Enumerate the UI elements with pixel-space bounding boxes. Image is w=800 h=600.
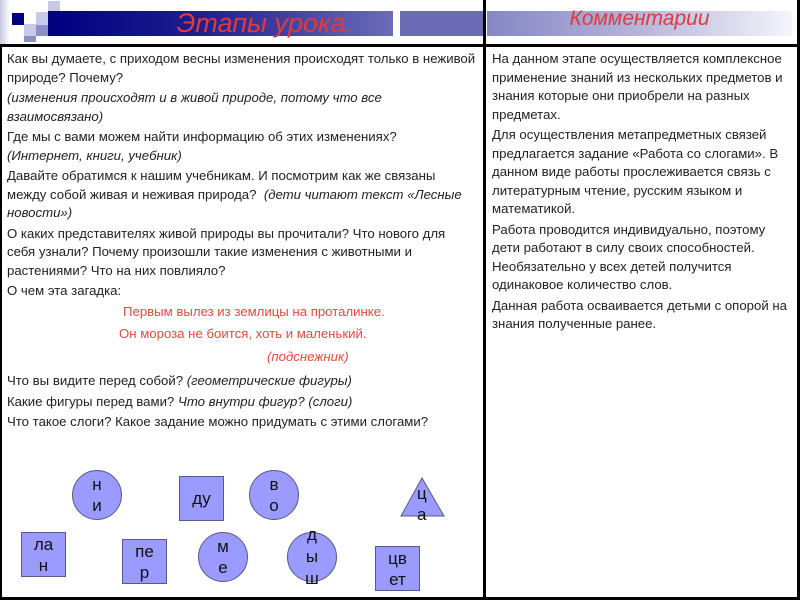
question-3-text: Давайте обратимся к нашим учебникам. И посмотрим как же связаны между собой живая и неживая природа? (7, 168, 436, 202)
shape-triangle-tsa (400, 477, 445, 524)
lesson-stages-cell (7, 50, 477, 434)
comment-paragraph-3: Работа проводится индивидуально, поэтому дети работают в силу своих способностей. Необязательно у всех детей получится одинаковое количество слов. (492, 221, 766, 292)
column-divider (483, 0, 486, 600)
question-8: Что такое слоги? Какое задание можно придумать с этими слогами? (7, 414, 429, 429)
answer-7: Что внутри фигур? (слоги) (177, 393, 353, 409)
shape-syllable: в (269, 475, 279, 494)
shape-circle-me (198, 532, 248, 582)
deco-square (12, 13, 24, 25)
question-2: Где мы с вами можем найти информацию об этих изменениях? (7, 129, 397, 144)
question-7-text: Какие фигуры перед вами? (7, 393, 175, 409)
comment-paragraph-1: На данном этапе осуществляется комплексное применение знаний из нескольких предметов и знания которые они приобрели на разных предметах. (492, 51, 783, 122)
question-3 (7, 167, 477, 223)
shape-syllable: ду (192, 489, 211, 508)
answer-2: (Интернет, книги, учебник) (7, 147, 182, 163)
riddle-line-1: Первым вылез из землицы на проталинке. (123, 303, 385, 319)
shape-syllable: о (269, 496, 279, 515)
shape-syllable: ла (33, 534, 54, 554)
deco-square (0, 0, 10, 44)
comment-paragraph-2: Для осуществления метапредметных связей предлагается задание «Работа со слогами». В данном виде работы прослеживается связь с литературным чтение, русским языком и математикой. (492, 127, 779, 216)
deco-square (24, 36, 36, 42)
shape-circle-vo (249, 470, 299, 520)
shape-syllable: н (92, 475, 102, 494)
header-band-mid (400, 11, 483, 36)
question-5: О чем эта загадка: (7, 283, 122, 298)
question-7 (7, 393, 477, 412)
question-6 (7, 372, 477, 391)
shape-square-lan (21, 532, 66, 577)
shape-syllable: а (417, 505, 427, 524)
riddle-answer: (подснежник) (267, 348, 349, 364)
shape-circle-dysh (287, 525, 337, 588)
question-4: О каких представителях живой природы вы прочитали? Что нового для себя узнали? Почему произошли такие изменения с животными и растениями? Что на них повлияло? (7, 225, 446, 278)
question-6-text: Что вы видите перед собой? (7, 373, 184, 388)
shape-syllable: ы (305, 547, 319, 566)
shape-syllable: р (139, 562, 150, 582)
comments-cell (492, 50, 792, 336)
comment-paragraph-4: Данная работа осваивается детьми с опорой на знания полученные ранее. (492, 297, 787, 331)
shape-syllable: н (38, 555, 49, 575)
shape-square-du (179, 476, 224, 521)
deco-square (24, 24, 36, 36)
deco-square (36, 25, 48, 36)
question-1: Как вы думаете, с приходом весны изменения происходят только в неживой природе? Почему? (7, 51, 476, 85)
shape-syllable: цв (388, 548, 407, 568)
header-row-divider (0, 44, 800, 47)
shape-syllable: д (307, 525, 317, 544)
shape-square-per (122, 539, 167, 584)
shape-syllable: пе (135, 541, 154, 561)
shape-syllable: ет (389, 569, 406, 589)
shape-syllable: е (218, 558, 228, 577)
answer-3: (дети читают текст «Лесные новости») (7, 186, 462, 220)
stages-title: Этапы урока. (176, 8, 354, 38)
comments-title: Комментарии (569, 7, 710, 30)
shape-square-tsvet (375, 546, 420, 591)
answer-6: (геометрические фигуры) (186, 373, 352, 388)
shape-syllable: ц (417, 484, 427, 503)
shape-syllable: ш (305, 569, 319, 588)
answer-1: (изменения происходят и в живой природе, потому что все взаимосвязано) (7, 90, 382, 124)
riddle-line-2: Он мороза не боится, хоть и маленький. (119, 326, 367, 341)
shape-circle-ni (72, 470, 122, 520)
shape-syllable: и (92, 496, 102, 515)
shape-syllable: м (217, 537, 229, 556)
table-left-border (0, 44, 2, 600)
